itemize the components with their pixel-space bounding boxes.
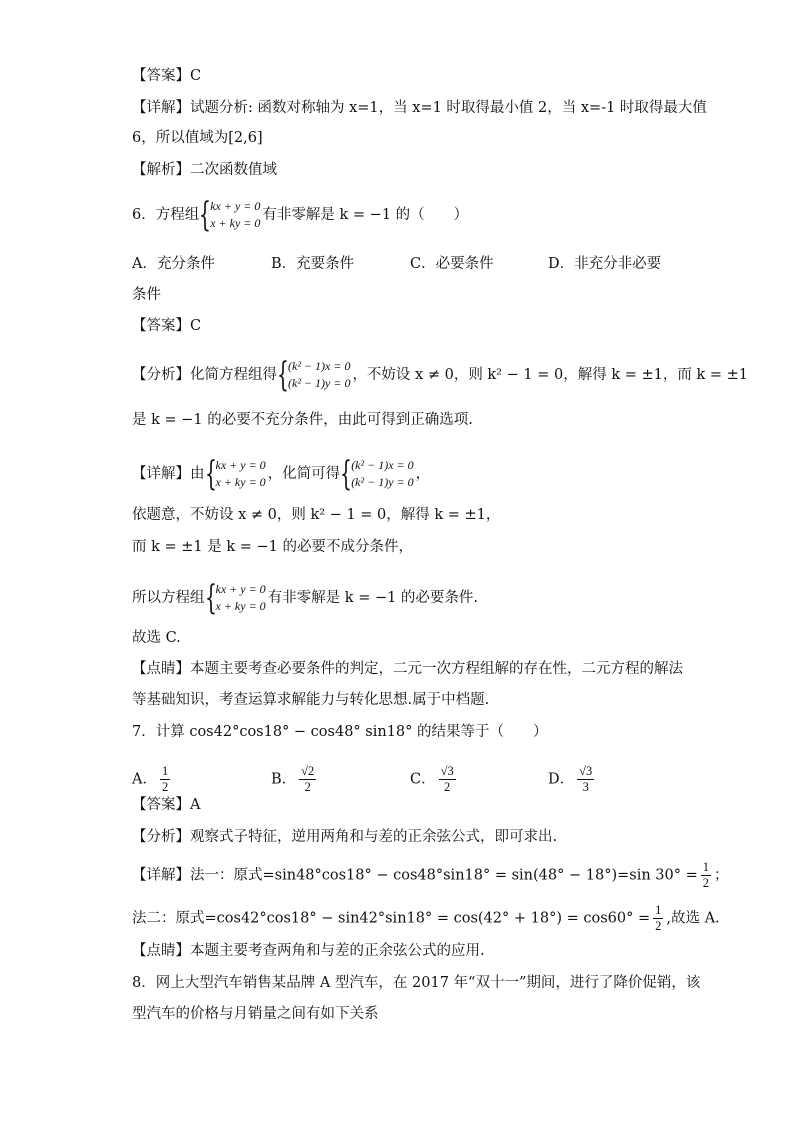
q7-comment: 【点睛】本题主要考查两角和与差的正余弦公式的应用. — [132, 943, 485, 959]
option-c: C． $\frac{√3}{2}$ — [410, 764, 454, 794]
detail-line-cont: 6，所以值域为[2,6] — [132, 130, 263, 146]
question-6: 6．方程组 { kx + y = 0 x + ky = 0 有非零解是 k = −1 的（ ） — [132, 198, 468, 232]
option-d: D． $\frac{√3}{3}$ — [548, 764, 593, 794]
q6-analysis: 【分析】化简方程组得 { (k² − 1)x = 0 (k² − 1)y = 0 ，不妨设 x ≠ 0，则 k² − 1 = 0，解得 k = ±1，而 k = ±1 — [132, 358, 748, 392]
question-8: 8．网上大型汽车销售某品牌 A 型汽车，在 2017 年“双十一”期间，进行了降价促销，该 — [132, 975, 701, 991]
q7-detail-1: 【详解】法一：原式=sin48°cos18° − cos48°sin18° = sin(48° − 18°)=sin 30° = $\frac{1}{2}$ ； — [132, 860, 729, 890]
q6-detail: 【详解】由 { kx + y = 0 x + ky = 0 ，化简可得 { (k² − 1)x = 0 (k² − 1)y = 0 ， — [132, 457, 430, 491]
equation-system: { (k² − 1)x = 0 (k² − 1)y = 0 — [279, 358, 350, 392]
question-8-cont: 型汽车的价格与月销量之间有如下关系 — [132, 1006, 379, 1022]
q6-analysis-cont: 是 k = −1 的必要不充分条件，由此可得到正确选项. — [132, 412, 473, 428]
equation-system: { (k² − 1)x = 0 (k² − 1)y = 0 — [342, 457, 413, 491]
q7-options — [132, 756, 672, 792]
question-7: 7．计算 cos42°cos18° − cos48° sin18° 的结果等于（ ） — [132, 724, 548, 740]
q6-answer: 【答案】C — [132, 318, 202, 334]
analysis-line: 【解析】二次函数值域 — [132, 162, 277, 178]
detail-step-1: 依题意，不妨设 x ≠ 0，则 k² − 1 = 0，解得 k = ±1， — [132, 507, 501, 523]
equation-system: { kx + y = 0 x + ky = 0 — [207, 581, 266, 615]
option-b: B． $\frac{√2}{2}$ — [271, 764, 315, 794]
q7-answer: 【答案】A — [132, 797, 201, 813]
option-b: B．充要条件 — [271, 256, 355, 272]
answer-line: 【答案】C — [132, 68, 202, 84]
choose-line: 故选 C. — [132, 630, 181, 646]
equation-system: { kx + y = 0 x + ky = 0 — [201, 198, 260, 232]
option-d: D．非充分非必要 — [548, 256, 662, 272]
option-d-cont: 条件 — [132, 287, 161, 303]
detail-line: 【详解】试题分析: 函数对称轴为 x=1，当 x=1 时取得最小值 2，当 x=-1 时取得最大值 — [132, 100, 707, 116]
comment-line: 【点睛】本题主要考查必要条件的判定，二元一次方程组解的存在性，二元方程的解法 — [132, 661, 683, 677]
option-c: C．必要条件 — [410, 256, 494, 272]
equation-system: { kx + y = 0 x + ky = 0 — [207, 457, 266, 491]
q7-detail-2: 法二：原式=cos42°cos18° − sin42°sin18° = cos(42° + 18°) = cos60° = $\frac{1}{2}$ ,故选 A. — [132, 903, 720, 933]
option-a: A．充分条件 — [132, 256, 215, 272]
detail-step-2: 而 k = ±1 是 k = −1 的必要不成分条件， — [132, 539, 413, 555]
detail-step-3: 所以方程组 { kx + y = 0 x + ky = 0 有非零解是 k = −1 的必要条件. — [132, 581, 478, 615]
comment-line-cont: 等基础知识，考查运算求解能力与转化思想.属于中档题. — [132, 692, 490, 708]
q7-analysis: 【分析】观察式子特征，逆用两角和与差的正余弦公式，即可求出. — [132, 829, 558, 845]
option-a: A． $\frac{1}{2}$ — [132, 764, 169, 794]
